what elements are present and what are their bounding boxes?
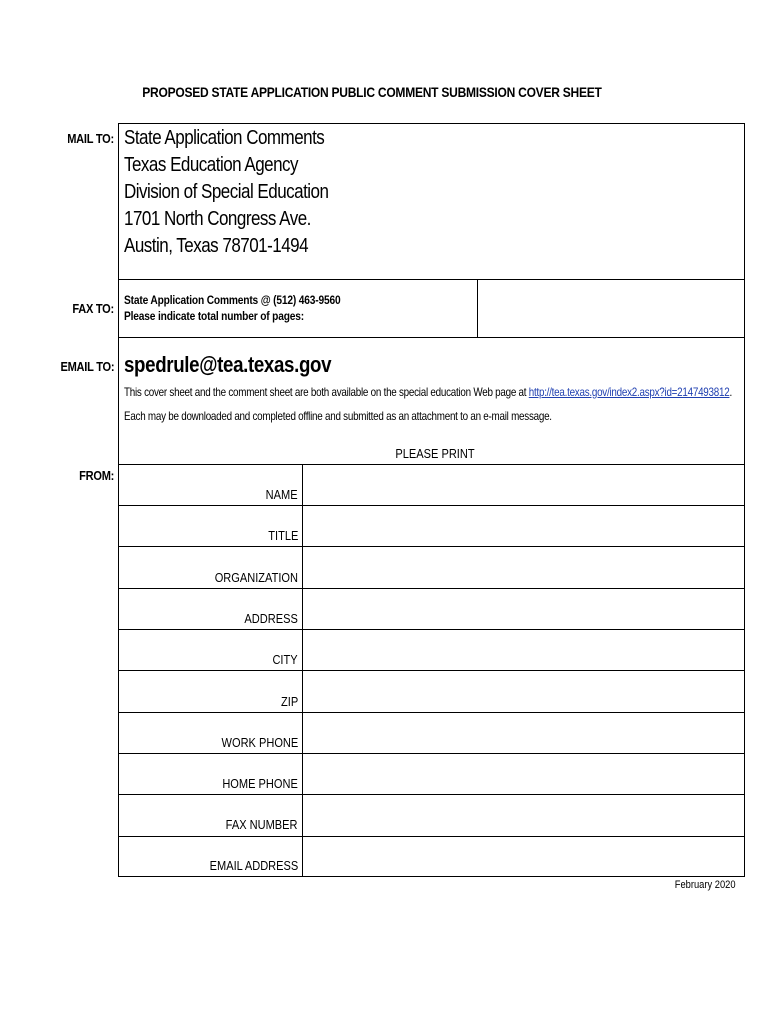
email-to-label: EMAIL TO: — [60, 359, 114, 374]
from-label: FROM: — [79, 468, 114, 483]
work-phone-label: WORK PHONE — [221, 735, 298, 750]
zip-field[interactable] — [303, 671, 744, 711]
organization-label: ORGANIZATION — [214, 570, 298, 585]
mail-address-line: State Application Comments — [124, 127, 325, 149]
title-label: TITLE — [267, 528, 298, 543]
home-phone-label: HOME PHONE — [222, 776, 298, 791]
city-label: CITY — [272, 652, 298, 667]
web-page-link[interactable]: http://tea.texas.gov/index2.aspx?id=2147493812 — [528, 385, 730, 399]
email-address-field[interactable] — [303, 837, 744, 877]
home-phone-field[interactable] — [303, 754, 744, 794]
fax-to-label: FAX TO: — [72, 301, 114, 316]
mail-address-line: Division of Special Education — [124, 181, 329, 203]
city-field[interactable] — [303, 630, 744, 670]
email-note — [124, 385, 732, 399]
fax-pages-field[interactable] — [478, 280, 744, 336]
mail-address — [124, 125, 328, 260]
email-address: spedrule@tea.texas.gov — [124, 352, 332, 377]
mail-address-line: Austin, Texas 78701-1494 — [124, 235, 309, 257]
address-label: ADDRESS — [244, 611, 298, 626]
organization-field[interactable] — [303, 547, 744, 587]
divider — [118, 123, 745, 124]
mail-to-label: MAIL TO: — [67, 131, 114, 146]
name-field[interactable] — [303, 465, 744, 505]
name-label: NAME — [266, 487, 298, 502]
fax-number-line: State Application Comments @ (512) 463-9560 — [124, 293, 341, 307]
email-note-line2: Each may be downloaded and completed offline and submitted as an attachment to an e-mail message. — [124, 409, 552, 423]
zip-label: ZIP — [280, 694, 298, 709]
fax-number-label: FAX NUMBER — [226, 817, 298, 832]
title-field[interactable] — [303, 506, 744, 546]
email-note-prefix: This cover sheet and the comment sheet are both available on the special education Web page at — [124, 385, 529, 399]
mail-address-line: Texas Education Agency — [124, 154, 299, 176]
footer-date: February 2020 — [675, 879, 736, 891]
mail-address-line: 1701 North Congress Ave. — [124, 208, 311, 230]
address-field[interactable] — [303, 589, 744, 629]
fax-info — [124, 292, 341, 324]
work-phone-field[interactable] — [303, 713, 744, 753]
fax-pages-line: Please indicate total number of pages: — [124, 309, 305, 323]
please-print-label: PLEASE PRINT — [395, 446, 475, 461]
page-title: PROPOSED STATE APPLICATION PUBLIC COMMENT SUBMISSION COVER SHEET — [142, 84, 602, 100]
email-address-label: EMAIL ADDRESS — [209, 858, 298, 873]
fax-number-field[interactable] — [303, 795, 744, 835]
divider — [118, 337, 745, 338]
email-note-suffix: . — [729, 385, 732, 399]
